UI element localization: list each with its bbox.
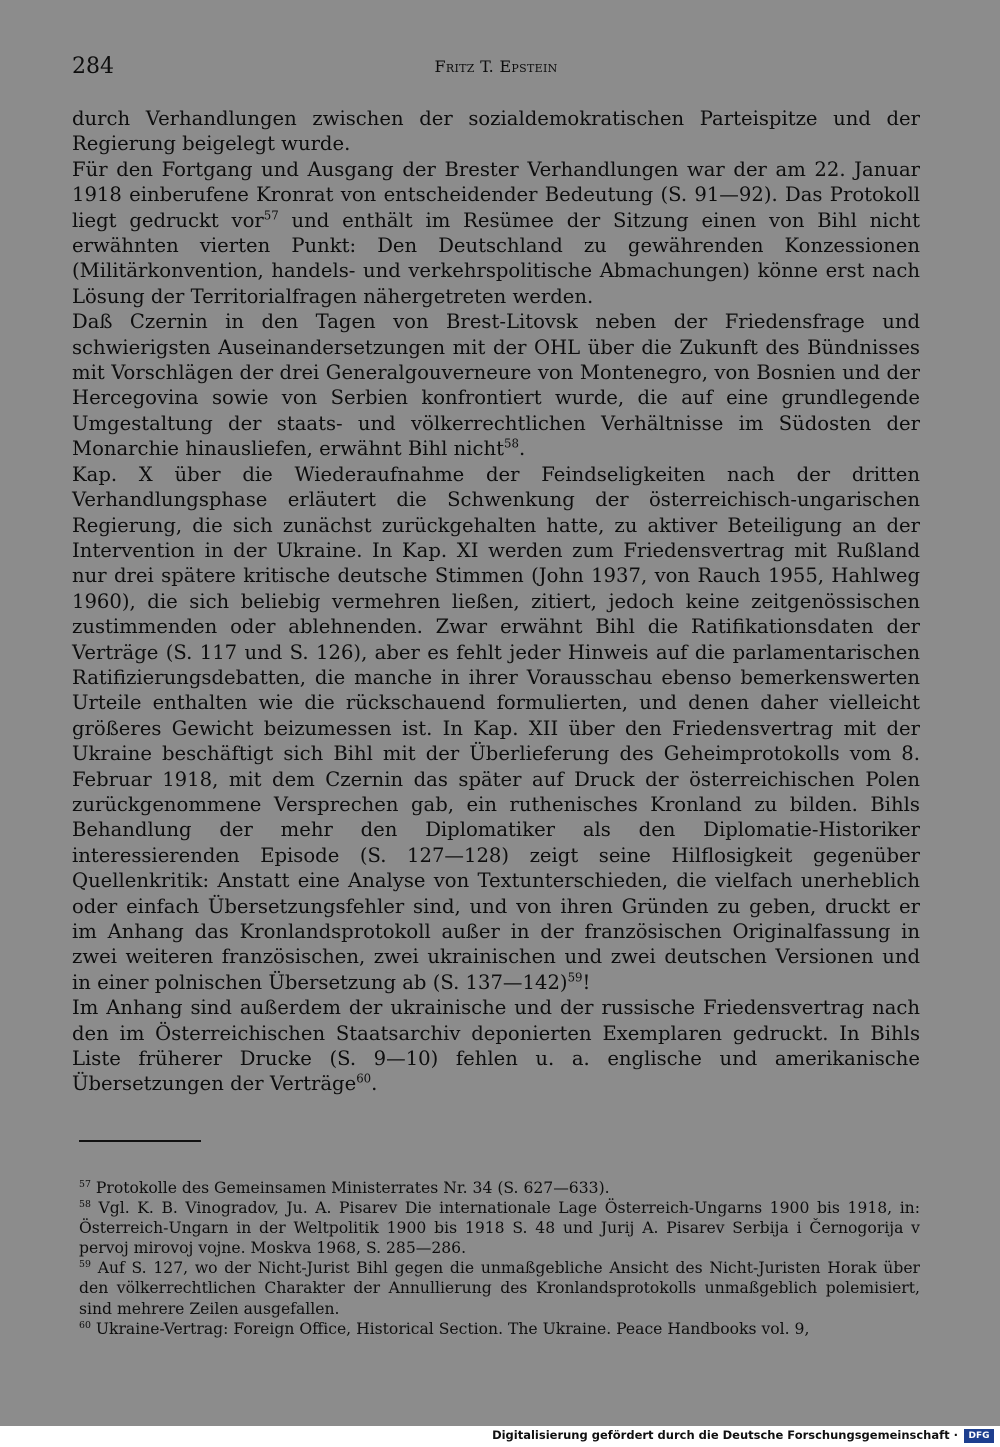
footnote-number: 59 (79, 1259, 91, 1271)
paragraph: Daß Czernin in den Tagen von Brest-Litovsk neben der Friedensfrage und schwierigsten Auseinandersetzungen mit der OHL über die Zukunft des Bündnisses mit Vorschlägen der drei Generalgouverneure von Montenegro, von Bosnien und der Hercegovina sowie von Serbien konfrontiert wurde, die auf eine grundlegende Umgestaltung der staats- und völkerrechtlichen Verhältnisse im Südosten der Monarchie hinausliefen, erwähnt Bihl nicht$^{58}$. (72, 310, 920, 461)
footnote: $^{57}$ Protokolle des Gemeinsamen Ministerrates Nr. 34 (S. 627—633). (79, 1178, 610, 1197)
footnote-ref[interactable]: 58 (504, 436, 519, 451)
footnote: $^{59}$ Auf S. 127, wo der Nicht-Jurist Bihl gegen die unmaßgebliche Ansicht des Nicht-Juristen Horak über den völkerrechtlichen Charakter der Annullierung des Kronlandsprotokolls unmaßgeblich polemisiert, sind mehrere Zeilen ausgefallen. (79, 1259, 920, 1318)
footnote-ref[interactable]: 60 (356, 1071, 372, 1086)
paragraph: Für den Fortgang und Ausgang der Brester Verhandlungen war der am 22. Januar 1918 einberufene Kronrat von entscheidender Bedeutung (S. 91—92). Das Protokoll liegt gedruckt vor$^{57}$ und enthält im Resümee der Sitzung einen von Bihl nicht erwähnten vierten Punkt: Den Deutschland zu gewährenden Konzessionen (Militärkonvention, handels- und verkehrspolitische Abmachungen) könne erst nach Lösung der Territorialfragen nähergetreten werden. (72, 157, 920, 308)
footnote-divider (79, 1140, 201, 1142)
page-number: 284 (72, 54, 114, 79)
footnote-ref[interactable]: 59 (567, 970, 583, 985)
paragraph: Im Anhang sind außerdem der ukrainische und der russische Friedensvertrag nach den im Österreichischen Staatsarchiv deponierten Exemplaren gedruckt. In Bihls Liste früherer Drucke (S. 9—10) fehlen u. a. englische und amerikanische Übersetzungen der Verträge$^{60}$. (72, 996, 920, 1096)
footnotes (79, 1178, 920, 1339)
page-header (72, 52, 920, 84)
running-head: Fritz T. Epstein (434, 57, 558, 76)
body-text (72, 106, 920, 1097)
footnote-ref[interactable]: 57 (263, 208, 279, 223)
paragraph: Kap. X über die Wiederaufnahme der Feindseligkeiten nach der dritten Verhandlungsphase erläutert die Schwenkung der österreichisch-ungarischen Regierung, die sich zunächst zurückgehalten hatte, zu aktiver Beteiligung an der Intervention in der Ukraine. In Kap. XI werden zum Friedensvertrag mit Rußland nur drei spätere kritische deutsche Stimmen (John 1937, von Rauch 1955, Hahlweg 1960), die sich beliebig vermehren ließen, zitiert, jedoch keine zeitgenössischen zustimmenden oder ablehnenden. Zwar erwähnt Bihl die Ratifikationsdaten der Verträge (S. 117 und S. 126), aber es fehlt jeder Hinweis auf die parlamentarischen Ratifizierungsdebatten, die manche in ihrer Vorausschau ebenso bemerkenswerten Urteile enthalten wie die rückschauend formulierten, und denen daher vielleicht größeres Gewicht beizumessen ist. In Kap. XII über den Friedensvertrag mit der Ukraine beschäftigt sich Bihl mit der Überlieferung des Geheimprotokolls vom 8. Februar 1918, mit dem Czernin das später auf Druck der österreichischen Polen zurückgenommene Versprechen gab, ein ruthenisches Kronland zu bilden. Bihls Behandlung der mehr den Diplomatiker als den Diplomatie-Historiker interessierenden Episode (S. 127—128) zeigt seine Hilflosigkeit gegenüber Quellenkritik: Anstatt eine Analyse von Textunterschieden, die vielfach unerheblich oder einfach Übersetzungsfehler sind, und von ihren Gründen zu geben, druckt er im Anhang das Kronlandsprotokoll außer in der französischen Originalfassung in zwei weiteren französischen, zwei ukrainischen und zwei deutschen Versionen und in einer polnischen Übersetzung ab (S. 137—142)$^{59}$! (72, 462, 920, 994)
paragraph: durch Verhandlungen zwischen der sozialdemokratischen Parteispitze und der Regierung beigelegt wurde. (72, 107, 920, 156)
dfg-logo-icon: DFG (964, 1429, 994, 1443)
footnote-number: 58 (79, 1198, 91, 1210)
footnote: $^{60}$ Ukraine-Vertrag: Foreign Office, Historical Section. The Ukraine. Peace Handbooks vol. 9, (79, 1319, 810, 1338)
digitization-footer (0, 1426, 1000, 1447)
footer-credit: Digitalisierung gefördert durch die Deutsche Forschungsgemeinschaft · (492, 1428, 958, 1442)
footnote: $^{58}$ Vgl. K. B. Vinogradov, Ju. A. Pisarev Die internationale Lage Österreich-Ungarns 1900 bis 1918, in: Österreich-Ungarn in der Weltpolitik 1900 bis 1918 S. 48 und Jurij A. Pisarev Serbija i Černogorija v pervoj mirovoj vojne. Moskva 1968, S. 285—286. (79, 1198, 920, 1258)
footnote-number: 60 (79, 1319, 91, 1331)
footnote-number: 57 (79, 1178, 91, 1190)
